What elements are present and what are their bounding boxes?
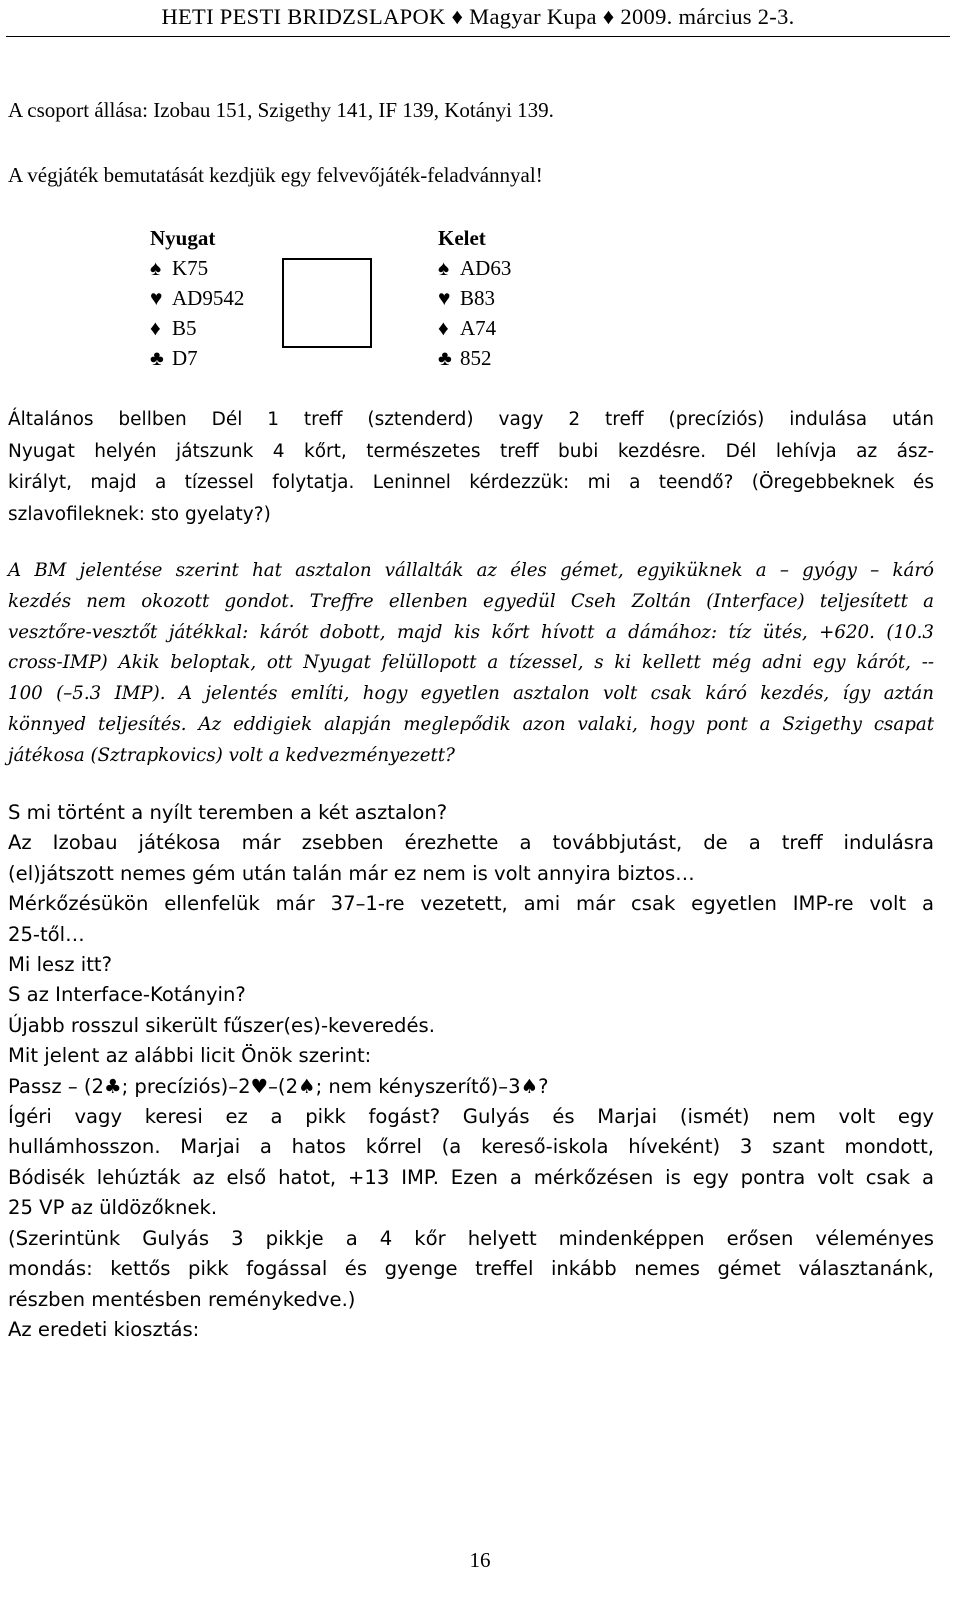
body-line: részben mentésben reménykedve.) xyxy=(8,1287,356,1311)
body-line: Bódisék lehúzták az első hatot, +13 IMP. Ezen a mérkőzésen is egy pontra volt csak a xyxy=(8,1165,934,1189)
club-icon: ♣ xyxy=(438,346,452,370)
body-line: Az Izobau játékosa már zsebben érezhette a továbbjutást, de a treff indulásra xyxy=(8,831,934,855)
report-paragraph xyxy=(8,556,934,772)
header-rule xyxy=(6,36,950,37)
east-hearts-cards: B83 xyxy=(460,286,496,310)
table-box xyxy=(282,258,372,348)
body-line: Mi lesz itt? xyxy=(8,953,113,977)
west-spades xyxy=(150,256,208,281)
body-line: 25 VP az üldözőknek. xyxy=(8,1196,218,1220)
west-hearts xyxy=(150,286,244,311)
west-spades-cards: K75 xyxy=(172,256,209,280)
body-line: (el)játszott nemes gém után talán már ez nem is volt annyira biztos… xyxy=(8,861,695,885)
problem-paragraph xyxy=(8,404,934,530)
page-number: 16 xyxy=(469,1548,491,1572)
problem-line: szlavofileknek: sto gyelaty?) xyxy=(8,503,271,525)
west-title: Nyugat xyxy=(150,226,216,250)
east-spades xyxy=(438,256,511,281)
body-line: Az eredeti kiosztás: xyxy=(8,1317,200,1341)
west-clubs xyxy=(150,346,198,371)
report-line: könnyed teljesítés. Az eddigiek alapján meglepődik azon valaki, hogy pont a Szigethy csapat xyxy=(8,713,934,735)
main-text xyxy=(8,798,934,1345)
page-header: HETI PESTI BRIDZSLAPOK ♦ Magyar Kupa ♦ 2009. március 2-3. xyxy=(161,4,795,29)
body-line: S mi történt a nyílt teremben a két asztalon? xyxy=(8,801,448,824)
problem-line: királyt, majd a tízessel folytatja. Leninnel kérdezzük: mi a teendő? (Öregebbeknek és xyxy=(8,472,934,493)
heart-icon: ♥ xyxy=(150,286,163,310)
report-line: 100 (–5.3 IMP). A jelentés említi, hogy egyetlen asztalon volt csak káró kezdés, így aztán xyxy=(8,683,934,705)
heart-icon: ♥ xyxy=(438,286,451,310)
standings-line: A csoport állása: Izobau 151, Szigethy 141, IF 139, Kotányi 139. xyxy=(8,98,554,122)
report-line: kezdés nem okozott gondot. Treffre ellenben egyedül Cseh Zoltán (Interface) teljesített a xyxy=(8,590,934,612)
body-line: Ígéri vagy keresi ez a pikk fogást? Gulyás és Marjai (ismét) nem volt egy xyxy=(8,1105,934,1129)
east-hearts xyxy=(438,286,495,311)
diamond-icon: ♦ xyxy=(150,316,161,340)
east-title: Kelet xyxy=(438,226,486,250)
body-line: Mérkőzésükön ellenfelük már 37–1-re vezetett, ami már csak egyetlen IMP-re volt a xyxy=(8,892,934,916)
east-spades-cards: AD63 xyxy=(460,256,512,280)
report-line: A BM jelentése szerint hat asztalon vállalták az éles gémet, egyiküknek a – gyógy – káró xyxy=(8,560,934,581)
club-icon: ♣ xyxy=(150,346,164,370)
west-diamonds-cards: B5 xyxy=(172,316,197,340)
body-line: S az Interface-Kotányin? xyxy=(8,983,246,1007)
problem-line: Általános bellben Dél 1 treff (sztenderd) vagy 2 treff (precíziós) indulása után xyxy=(8,409,934,430)
spade-icon: ♠ xyxy=(150,256,162,280)
diamond-icon: ♦ xyxy=(438,316,449,340)
body-line: Mit jelent az alábbi licit Önök szerint: xyxy=(8,1044,372,1068)
report-line: vesztőre-vesztőt játékkal: kárót dobott, majd kis kőrt hívott a dámához: tíz ütés, +620. (10.3 xyxy=(8,621,934,643)
east-clubs-cards: 852 xyxy=(460,346,492,370)
east-diamonds-cards: A74 xyxy=(460,316,497,340)
report-line: játékosa (Sztrapkovics) volt a kedvezményezett? xyxy=(8,744,455,766)
east-diamonds xyxy=(438,316,496,341)
west-diamonds xyxy=(150,316,197,341)
body-line: hullámhosszon. Marjai a hatos kőrrel (a kereső-iskola híveként) 3 szant mondott, xyxy=(8,1135,934,1159)
report-line: cross-IMP) Akik beloptak, ott Nyugat felüllopott a tízessel, s ki kellett még adni egy kárót, -- xyxy=(8,652,934,674)
problem-line: Nyugat helyén játszunk 4 kőrt, természetes treff bubi kezdésre. Dél lehívja az ász- xyxy=(8,440,934,462)
west-clubs-cards: D7 xyxy=(172,346,198,370)
body-line: (Szerintünk Gulyás 3 pikkje a 4 kőr helyett mindenképpen erősen véleményes xyxy=(8,1226,934,1250)
body-line: mondás: kettős pikk fogással és gyenge treffel inkább nemes gémet választanánk, xyxy=(8,1257,934,1281)
body-line: 25-től… xyxy=(8,922,85,946)
body-line: Újabb rosszul sikerült fűszer(es)-keveredés. xyxy=(8,1013,435,1037)
west-hearts-cards: AD9542 xyxy=(172,286,245,310)
spade-icon: ♠ xyxy=(438,256,450,280)
lead-line: A végjáték bemutatását kezdjük egy felvevőjáték-feladvánnyal! xyxy=(8,163,543,187)
east-clubs xyxy=(438,346,492,371)
body-line: Passz – (2♣; precíziós)–2♥–(2♠; nem kényszerítő)–3♠? xyxy=(8,1074,549,1098)
